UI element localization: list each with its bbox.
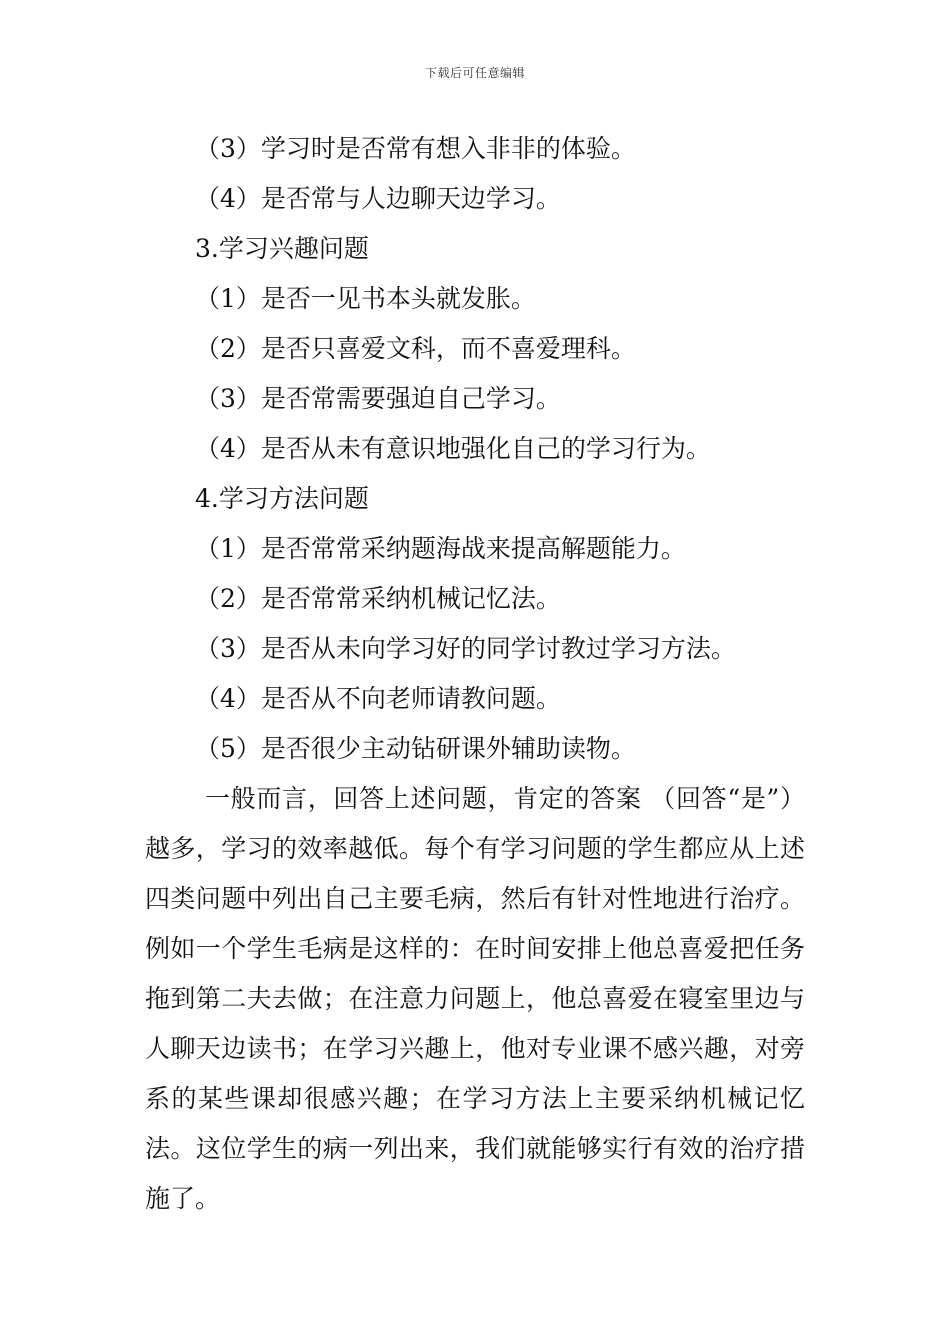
list-item: （5）是否很少主动钻研课外辅助读物。 [195, 734, 636, 763]
section-heading-method: 4.学习方法问题 [195, 484, 369, 513]
section-heading-interest: 3.学习兴趣问题 [195, 234, 369, 263]
list-item: （3）是否常需要强迫自己学习。 [195, 384, 561, 413]
list-item: （4）是否常与人边聊天边学习。 [195, 184, 561, 213]
list-item: （4）是否从不向老师请教问题。 [195, 684, 561, 713]
list-item: （3）学习时是否常有想入非非的体验。 [195, 134, 636, 163]
list-item: （3）是否从未向学习好的同学讨教过学习方法。 [195, 634, 736, 663]
list-item: （2）是否只喜爱文科，而不喜爱理科。 [195, 334, 636, 363]
list-item: （2）是否常常采纳机械记忆法。 [195, 584, 561, 613]
page-header: 下载后可任意编辑 [424, 66, 525, 80]
list-item: （4）是否从未有意识地强化自己的学习行为。 [195, 434, 711, 463]
document-body [145, 124, 805, 1249]
list-item: （1）是否常常采纳题海战来提高解题能力。 [195, 534, 686, 563]
body-paragraph: 一般而言，回答上述问题，肯定的答案 （回答“是”）越多，学习的效率越低。每个有学习问题的学生都应从上述四类问题中列出自己主要毛病，然后有针对性地进行治疗。例如一个学生毛病是这样的：在时间安排上他总喜爱把任务拖到第二夫去做；在注意力问题上，他总喜爱在寝室里边与人聊天边读书；在学习兴趣上，他对专业课不感兴趣，对旁系的某些课却很感兴趣；在学习方法上主要采纳机械记忆法。这位学生的病一列出来，我们就能够实行有效的治疗措施了。 [145, 784, 805, 1213]
list-item: （1）是否一见书本头就发胀。 [195, 284, 536, 313]
